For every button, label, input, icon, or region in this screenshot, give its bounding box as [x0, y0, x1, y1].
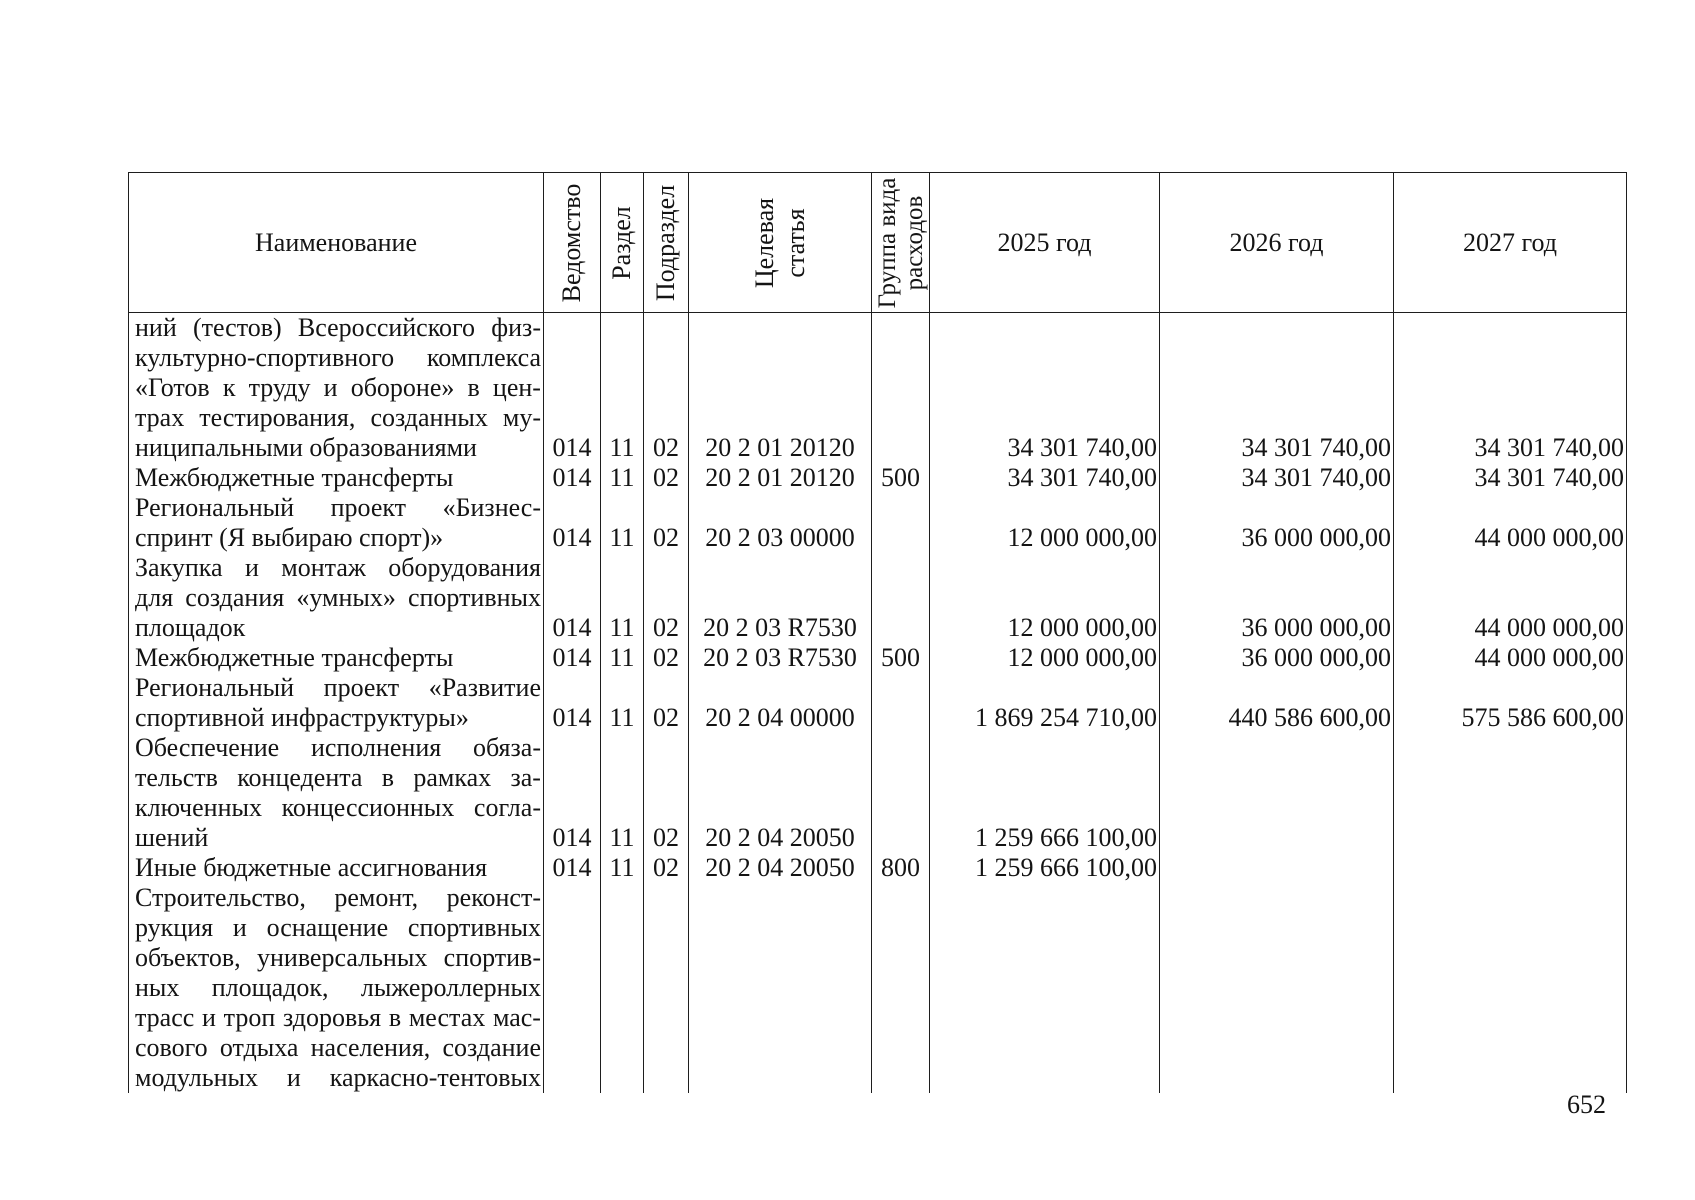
- header-year-2027-label: 2027 год: [1463, 227, 1557, 257]
- expense-group-code-cell: [872, 553, 930, 643]
- name-word: Всероссийского: [297, 313, 476, 342]
- department-code-cell: 014: [544, 643, 601, 673]
- name-word: Региональный: [135, 673, 295, 702]
- target-item-code-cell: 20 2 04 20050: [689, 853, 872, 883]
- name-word: ний: [135, 313, 177, 342]
- name-word: площадок,: [211, 973, 329, 1002]
- amount-2025-cell: 12 000 000,00: [930, 643, 1160, 673]
- name-word: Обеспечение: [135, 733, 280, 762]
- header-section-label: Раздел: [607, 205, 636, 280]
- section-code-cell: 11: [601, 313, 644, 464]
- amount-2025-cell: [930, 883, 1160, 1093]
- name-word: монтаж: [281, 553, 366, 582]
- name-word: «Готов: [135, 373, 210, 402]
- name-word: троп: [223, 1003, 276, 1032]
- name-word: и: [286, 1063, 301, 1092]
- amount-2027-cell: [1394, 883, 1627, 1093]
- subsection-code-cell: 02: [644, 553, 689, 643]
- name-word: «умных»: [296, 583, 396, 612]
- name-line: Межбюджетные трансферты: [135, 463, 454, 492]
- name-word: каркасно-тентовых: [329, 1063, 541, 1092]
- department-code-cell: 014: [544, 853, 601, 883]
- name-line: [135, 913, 541, 943]
- name-word: культурно-спортивного: [135, 343, 395, 372]
- name-word: объектов,: [135, 943, 241, 972]
- amount-2026-cell: 36 000 000,00: [1160, 493, 1394, 553]
- name-word: (тестов): [192, 313, 282, 342]
- name-word: рукция: [135, 913, 214, 942]
- amount-2026-cell: [1160, 733, 1394, 853]
- name-word: Региональный: [135, 493, 295, 522]
- header-name-label: Наименование: [255, 227, 417, 257]
- header-expense-group-label: Группа вида расходов: [873, 177, 928, 308]
- name-line: спринт (Я выбираю спорт)»: [135, 523, 444, 552]
- table-row: [129, 733, 1627, 853]
- name-line: [135, 793, 541, 823]
- table-row: [129, 463, 1627, 493]
- name-word: тельств: [135, 763, 218, 792]
- name-word: в: [467, 373, 480, 402]
- name-line: ниципальными образованиями: [135, 433, 477, 462]
- name-word: му-: [502, 403, 541, 432]
- page-number: 652: [1567, 1090, 1606, 1119]
- name-word: «Бизнес-: [442, 493, 541, 522]
- header-section: [601, 173, 644, 313]
- expense-group-code-cell: 500: [872, 463, 930, 493]
- department-code-cell: 014: [544, 463, 601, 493]
- name-word: физ-: [491, 313, 541, 342]
- header-subsection-label: Подраздел: [651, 184, 680, 301]
- name-word: рамках: [413, 763, 492, 792]
- amount-2027-cell: 44 000 000,00: [1394, 643, 1627, 673]
- amount-2025-cell: 34 301 740,00: [930, 313, 1160, 464]
- name-word: спортив-: [443, 943, 541, 972]
- table-row: [129, 883, 1627, 1093]
- name-word: за-: [510, 763, 541, 792]
- name-line: [135, 673, 541, 703]
- name-word: к: [222, 373, 236, 402]
- name-word: мас-: [492, 1003, 541, 1032]
- name-word: лыжероллерных: [360, 973, 541, 1002]
- name-word: универсальных: [256, 943, 428, 972]
- header-year-2026-label: 2026 год: [1229, 227, 1324, 257]
- amount-2027-cell: 44 000 000,00: [1394, 553, 1627, 643]
- amount-2027-cell: 575 586 600,00: [1394, 673, 1627, 733]
- department-code-cell: [544, 883, 601, 1093]
- section-code-cell: 11: [601, 463, 644, 493]
- name-word: в: [381, 763, 395, 792]
- target-item-code-cell: 20 2 04 00000: [689, 673, 872, 733]
- name-word: и: [202, 1003, 216, 1032]
- name-cell: [129, 493, 544, 553]
- target-item-code-cell: 20 2 03 00000: [689, 493, 872, 553]
- table-row: [129, 493, 1627, 553]
- target-item-code-cell: [689, 883, 872, 1093]
- table-row: [129, 553, 1627, 643]
- name-cell: [129, 643, 544, 673]
- name-line: [135, 553, 541, 583]
- header-expense-group: [872, 173, 930, 313]
- subsection-code-cell: 02: [644, 853, 689, 883]
- table-row: [129, 853, 1627, 883]
- table-row: [129, 673, 1627, 733]
- department-code-cell: 014: [544, 673, 601, 733]
- name-word: трасс: [135, 1003, 195, 1032]
- name-word: местах: [408, 1003, 486, 1032]
- name-word: проект: [323, 673, 400, 702]
- name-word: и: [323, 373, 338, 402]
- name-word: труду: [248, 373, 311, 402]
- subsection-code-cell: 02: [644, 313, 689, 464]
- name-word: здоровья: [282, 1003, 382, 1032]
- section-code-cell: [601, 883, 644, 1093]
- name-line: [135, 733, 541, 763]
- name-word: сового: [135, 1033, 208, 1062]
- name-word: «Развитие: [428, 673, 541, 702]
- name-word: модульных: [135, 1063, 259, 1092]
- name-word: реконст-: [446, 883, 541, 912]
- name-cell: [129, 853, 544, 883]
- name-word: ключенных: [135, 793, 262, 822]
- expense-group-code-cell: [872, 493, 930, 553]
- name-word: создания: [185, 583, 285, 612]
- name-word: согла-: [473, 793, 541, 822]
- section-code-cell: 11: [601, 853, 644, 883]
- name-word: спортивных: [407, 913, 541, 942]
- name-word: исполнения: [310, 733, 442, 762]
- name-cell: [129, 553, 544, 643]
- expense-group-code-cell: 800: [872, 853, 930, 883]
- name-word: комплекса: [426, 343, 541, 372]
- amount-2027-cell: [1394, 853, 1627, 883]
- target-item-code-cell: 20 2 04 20050: [689, 733, 872, 853]
- amount-2025-cell: 1 259 666 100,00: [930, 733, 1160, 853]
- subsection-code-cell: 02: [644, 733, 689, 853]
- name-line: площадок: [135, 613, 246, 642]
- amount-2025-cell: 1 869 254 710,00: [930, 673, 1160, 733]
- section-code-cell: 11: [601, 643, 644, 673]
- name-cell: [129, 673, 544, 733]
- name-cell: [129, 313, 544, 464]
- name-word: оборудования: [388, 553, 541, 582]
- name-line: спортивной инфраструктуры»: [135, 703, 469, 732]
- header-target-item-label: Целевая статья: [750, 197, 810, 288]
- name-line: [135, 373, 541, 403]
- expense-group-code-cell: [872, 883, 930, 1093]
- amount-2026-cell: 440 586 600,00: [1160, 673, 1394, 733]
- amount-2026-cell: [1160, 883, 1394, 1093]
- name-line: Иные бюджетные ассигнования: [135, 853, 488, 882]
- department-code-cell: 014: [544, 493, 601, 553]
- name-line: шений: [135, 823, 209, 852]
- amount-2025-cell: 34 301 740,00: [930, 463, 1160, 493]
- department-code-cell: 014: [544, 313, 601, 464]
- name-word: концессионных: [281, 793, 455, 822]
- amount-2026-cell: 36 000 000,00: [1160, 643, 1394, 673]
- amount-2025-cell: 12 000 000,00: [930, 493, 1160, 553]
- subsection-code-cell: 02: [644, 463, 689, 493]
- name-word: для: [135, 583, 174, 612]
- expense-group-code-cell: [872, 313, 930, 464]
- header-name: [129, 173, 544, 313]
- header-year-2025: [930, 173, 1160, 313]
- table-body: [129, 313, 1627, 1094]
- expense-group-code-cell: 500: [872, 643, 930, 673]
- name-line: [135, 313, 541, 343]
- amount-2027-cell: 34 301 740,00: [1394, 313, 1627, 464]
- target-item-code-cell: 20 2 01 20120: [689, 313, 872, 464]
- name-cell: [129, 463, 544, 493]
- header-year-2027: [1394, 173, 1627, 313]
- section-code-cell: 11: [601, 673, 644, 733]
- name-word: спортивных: [407, 583, 541, 612]
- header-year-2026: [1160, 173, 1394, 313]
- header-target-item: [689, 173, 872, 313]
- amount-2025-cell: 1 259 666 100,00: [930, 853, 1160, 883]
- name-word: обяза-: [472, 733, 541, 762]
- name-word: в: [388, 1003, 402, 1032]
- name-line: [135, 403, 541, 433]
- name-line: [135, 943, 541, 973]
- budget-table: [128, 172, 1627, 1093]
- name-word: тестирования,: [199, 403, 356, 432]
- name-line: [135, 583, 541, 613]
- expense-group-code-cell: [872, 733, 930, 853]
- name-line: [135, 1003, 541, 1033]
- header-department: [544, 173, 601, 313]
- amount-2026-cell: 36 000 000,00: [1160, 553, 1394, 643]
- header-department-label: Ведомство: [557, 183, 586, 302]
- amount-2027-cell: 34 301 740,00: [1394, 463, 1627, 493]
- name-word: проект: [330, 493, 407, 522]
- amount-2025-cell: 12 000 000,00: [930, 553, 1160, 643]
- amount-2027-cell: [1394, 733, 1627, 853]
- name-word: обороне»: [350, 373, 455, 402]
- name-line: [135, 343, 541, 373]
- name-line: [135, 493, 541, 523]
- table-row: [129, 313, 1627, 464]
- amount-2026-cell: 34 301 740,00: [1160, 313, 1394, 464]
- name-word: населения,: [310, 1033, 431, 1062]
- subsection-code-cell: 02: [644, 643, 689, 673]
- name-word: концедента: [237, 763, 363, 792]
- target-item-code-cell: 20 2 03 R7530: [689, 553, 872, 643]
- subsection-code-cell: [644, 883, 689, 1093]
- name-word: ных: [135, 973, 180, 1002]
- header-row: [129, 173, 1627, 313]
- name-word: цен-: [492, 373, 541, 402]
- section-code-cell: 11: [601, 553, 644, 643]
- section-code-cell: 11: [601, 493, 644, 553]
- name-word: Закупка: [135, 553, 223, 582]
- name-word: трах: [135, 403, 185, 432]
- name-cell: [129, 733, 544, 853]
- amount-2026-cell: 34 301 740,00: [1160, 463, 1394, 493]
- section-code-cell: 11: [601, 733, 644, 853]
- name-word: и: [244, 553, 259, 582]
- table-header: [129, 173, 1627, 313]
- header-subsection: [644, 173, 689, 313]
- name-word: Строительство,: [135, 883, 306, 912]
- name-word: оснащение: [266, 913, 389, 942]
- expense-group-code-cell: [872, 673, 930, 733]
- header-year-2025-label: 2025 год: [997, 227, 1092, 257]
- amount-2026-cell: [1160, 853, 1394, 883]
- department-code-cell: 014: [544, 733, 601, 853]
- name-word: отдыха: [219, 1033, 299, 1062]
- target-item-code-cell: 20 2 01 20120: [689, 463, 872, 493]
- name-word: и: [232, 913, 247, 942]
- subsection-code-cell: 02: [644, 493, 689, 553]
- name-word: созданных: [370, 403, 488, 432]
- name-line: Межбюджетные трансферты: [135, 643, 454, 672]
- name-cell: [129, 883, 544, 1093]
- name-word: ремонт,: [334, 883, 419, 912]
- table-row: [129, 643, 1627, 673]
- department-code-cell: 014: [544, 553, 601, 643]
- target-item-code-cell: 20 2 03 R7530: [689, 643, 872, 673]
- name-line: [135, 973, 541, 1003]
- name-line: [135, 763, 541, 793]
- name-line: [135, 883, 541, 913]
- name-line: [135, 1033, 541, 1063]
- amount-2027-cell: 44 000 000,00: [1394, 493, 1627, 553]
- subsection-code-cell: 02: [644, 673, 689, 733]
- name-word: создание: [442, 1033, 541, 1062]
- name-line: [135, 1063, 541, 1093]
